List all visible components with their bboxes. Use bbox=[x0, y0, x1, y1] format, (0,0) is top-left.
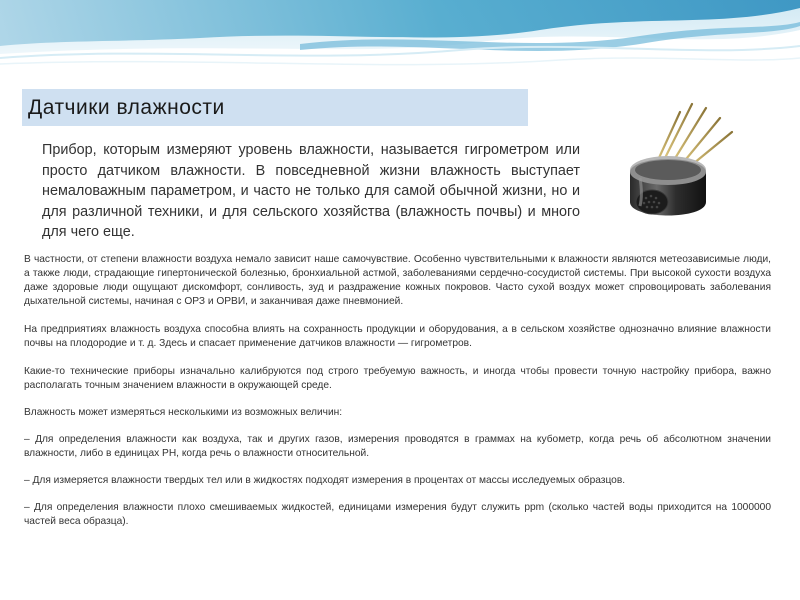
paragraph-enterprises: На предприятиях влажность воздуха способна влиять на сохранность продукции и оборудования, а в сельском хозяйстве однозначно влияние влажности почвы на плодородие и т. д. Здесь и спасает применение датчиков влажности — гигрометров. bbox=[24, 324, 771, 349]
paragraph-gas-humidity: – Для определения влажности как воздуха, так и других газов, измерения проводятся в граммах на кубометр, когда речь об абсолютном значении влажности, либо в единицах РН, когда речь о влажности относительной. bbox=[24, 434, 771, 459]
humidity-sensor-photo-icon bbox=[596, 94, 752, 244]
slide-title: Датчики влажности bbox=[28, 96, 225, 119]
paragraph-calibration: Какие-то технические приборы изначально калибруются под строго требуемую важность, и иногда чтобы провести точную настройку прибора, важно располагать точным значением влажности в окружающей среде. bbox=[24, 366, 771, 391]
paragraph-wellbeing: В частности, от степени влажности воздуха немало зависит наше самочувствие. Особенно чувствительными к влажности являются метеозависимые люди, а также люди, страдающие гипертонической болезнью, бронхиальной астмой, заболеваниями сердечно-сосудистой системы. При высокой сухости воздуха даже здоровые люди ощущают дискомфорт, сонливость, зуд и раздражение кожных покровов. Часто сухой воздух может спровоцировать заболевания дыхательной системы, начиная с ОРЗ и ОРВИ, и заканчивая даже пневмонией. bbox=[24, 254, 771, 307]
intro-text: Прибор, которым измеряют уровень влажности, называется гигрометром или просто датчиком влажности. В повседневной жизни влажность выступает немаловажным параметром, и часто не только для самой обычной жизни, но и для различной техники, и для сельского хозяйства (влажность почвы) и много для чего еще. bbox=[42, 142, 580, 240]
body-text bbox=[24, 253, 771, 529]
header-wave-decoration bbox=[0, 0, 800, 90]
paragraph-liquid-humidity: – Для определения влажности плохо смешиваемых жидкостей, единицами измерения будут служить ppm (сколько частей воды приходится на 1000000 частей веса образца). bbox=[24, 502, 771, 527]
paragraph-measurement-intro: Влажность может измеряться несколькими из возможных величин: bbox=[24, 407, 343, 418]
paragraph-solid-humidity: – Для измеряется влажности твердых тел или в жидкостях подходят измерения в процентах от массы исследуемых образцов. bbox=[24, 475, 626, 486]
title-bar bbox=[22, 89, 528, 126]
